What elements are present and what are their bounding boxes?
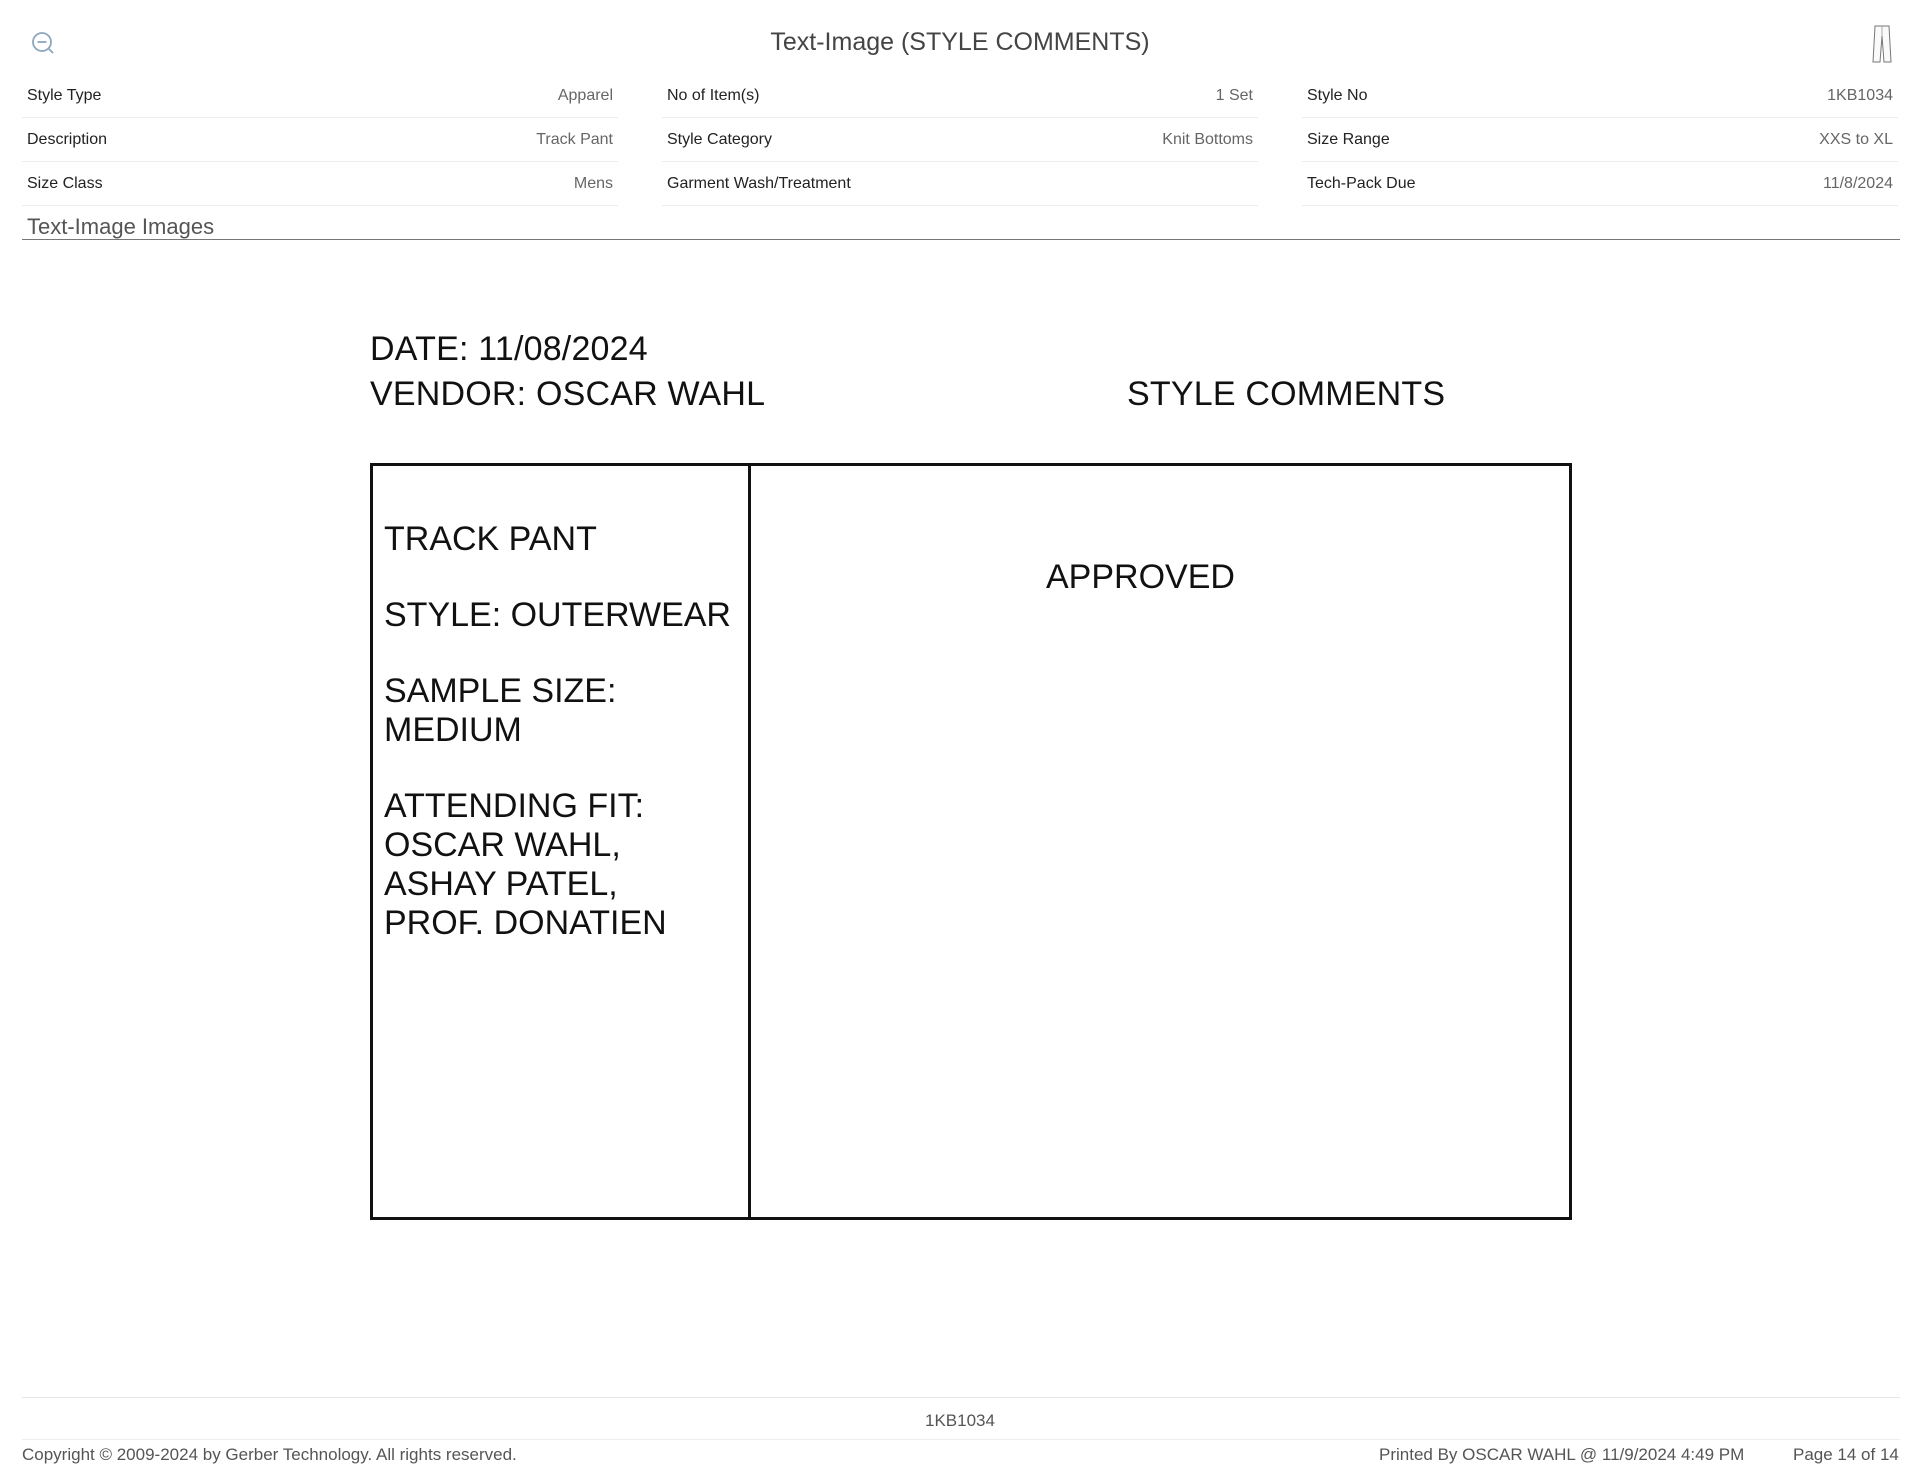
style-line: STYLE: OUTERWEAR (384, 596, 731, 634)
info-cell-garment-wash (662, 162, 1258, 206)
info-cell-description (22, 118, 618, 162)
info-label: Style Type (27, 86, 102, 104)
vendor-line: VENDOR: OSCAR WAHL (370, 375, 766, 413)
style-details-column (373, 466, 751, 1217)
copyright-text: Copyright © 2009-2024 by Gerber Technology. All rights reserved. (22, 1445, 517, 1464)
info-value: XXS to XL (1819, 130, 1893, 148)
printed-by-text: Printed By OSCAR WAHL @ 11/9/2024 4:49 PM (1379, 1445, 1745, 1464)
info-label: Size Class (27, 174, 103, 192)
info-row (22, 162, 1900, 206)
approval-status: APPROVED (1046, 558, 1235, 596)
info-row (22, 118, 1900, 162)
page-number: Page 14 of 14 (1793, 1445, 1899, 1464)
info-label: Tech-Pack Due (1307, 174, 1416, 192)
comment-box (370, 463, 1572, 1220)
info-value: Track Pant (536, 130, 613, 148)
sheet-heading: STYLE COMMENTS (1127, 375, 1446, 413)
sample-size-label: SAMPLE SIZE: (384, 672, 617, 710)
info-value: 11/8/2024 (1823, 174, 1893, 192)
info-cell-no-of-items (662, 74, 1258, 118)
attendee: PROF. DONATIEN (384, 904, 667, 942)
date-line: DATE: 11/08/2024 (370, 330, 648, 368)
page-title: Text-Image (STYLE COMMENTS) (770, 28, 1150, 56)
info-cell-size-class (22, 162, 618, 206)
info-value: 1 Set (1215, 86, 1253, 104)
info-label: Size Range (1307, 130, 1390, 148)
style-info-grid (22, 74, 1900, 206)
info-row (22, 74, 1900, 118)
info-value: Apparel (557, 86, 613, 104)
info-label: No of Item(s) (667, 86, 760, 104)
attending-fit-label: ATTENDING FIT: (384, 787, 645, 825)
style-details (384, 520, 731, 943)
info-value: 1KB1034 (1827, 86, 1893, 104)
item-name: TRACK PANT (384, 520, 597, 558)
info-label: Style Category (667, 130, 772, 148)
footer-style-code: 1KB1034 (925, 1411, 995, 1430)
sample-size-value: MEDIUM (384, 711, 522, 749)
attendee: OSCAR WAHL, (384, 826, 621, 864)
info-label: Description (27, 130, 108, 148)
info-cell-size-range (1302, 118, 1898, 162)
attendee: ASHAY PATEL, (384, 865, 618, 903)
info-label: Style No (1307, 86, 1368, 104)
footer-divider (22, 1397, 1900, 1398)
info-cell-tech-pack-due (1302, 162, 1898, 206)
info-label: Garment Wash/Treatment (667, 174, 851, 192)
info-cell-style-type (22, 74, 618, 118)
info-cell-style-no (1302, 74, 1898, 118)
pants-thumbnail-icon[interactable] (1871, 24, 1893, 64)
info-value: Knit Bottoms (1162, 130, 1253, 148)
section-heading: Text-Image Images (22, 214, 1900, 240)
info-value: Mens (573, 174, 613, 192)
style-comments-image (370, 330, 1580, 1230)
info-cell-style-category (662, 118, 1258, 162)
footer-divider (22, 1439, 1900, 1440)
